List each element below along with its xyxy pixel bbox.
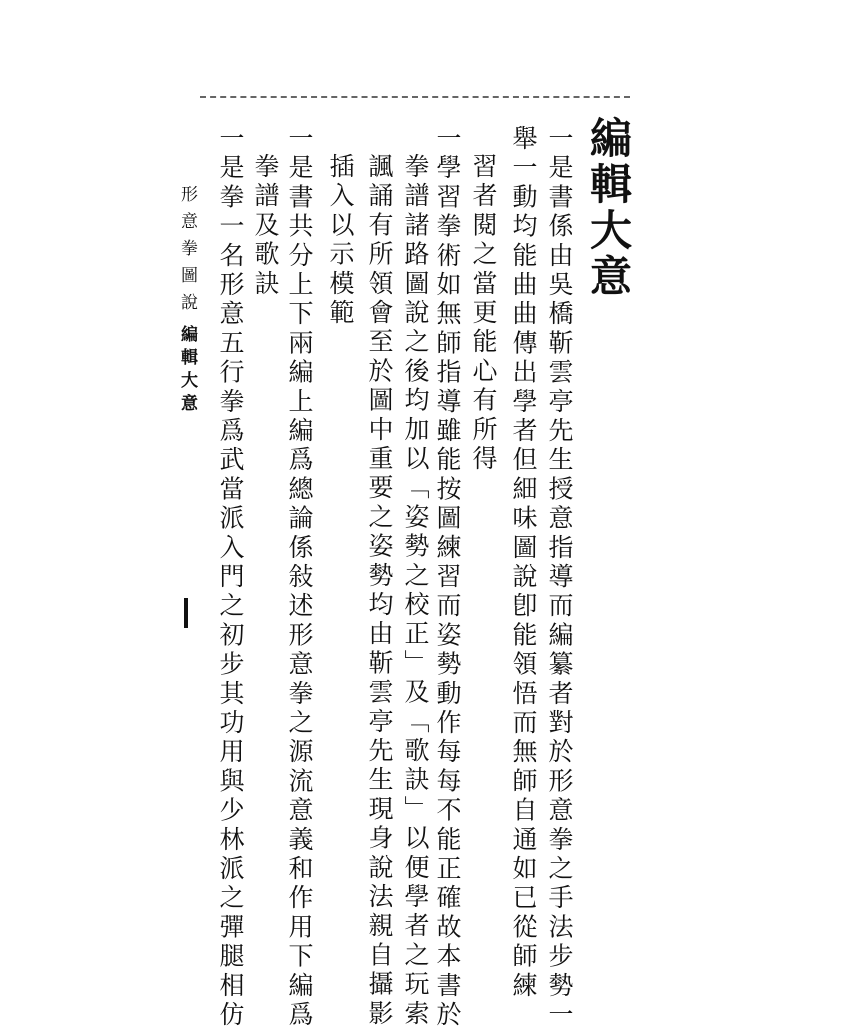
margin-section-title: 編輯大意: [177, 325, 197, 417]
text-column-6: 諷誦有所領會至於圖中重要之姿勢均由靳雲亭先生現身說法親自攝影: [365, 153, 394, 1029]
text-column-5: 拳譜諸路圖說之後均加以「姿勢之校正」及「歌訣」以便學者之玩索: [401, 153, 430, 1029]
text-column-2: 舉一動均能曲曲傳出學者但細味圖說卽能領悟而無師自通如已從師練: [509, 125, 538, 1001]
page-heading: 編輯大意: [584, 116, 633, 300]
text-column-4: 一學習拳術如無師指導雖能按圖練習而姿勢動作每每不能正確故本書於: [433, 125, 462, 1030]
text-column-8: 一是書共分上下兩編上編爲總論係敍述形意拳之源流意義和作用下編爲: [285, 125, 314, 1030]
page-number: [184, 598, 188, 628]
text-column-3: 習者閱之當更能心有所得: [469, 153, 498, 475]
top-border-rule: [200, 96, 630, 98]
page-number-text: [184, 598, 185, 599]
text-column-1: 一是書係由吳橋靳雲亭先生授意指導而編纂者對於形意拳之手法步勢一: [545, 125, 574, 1030]
text-column-9: 拳譜及歌訣: [251, 153, 280, 299]
text-column-7: 插入以示模範: [326, 153, 355, 329]
text-column-10: 一是拳一名形意五行拳爲武當派入門之初步其功用與少林派之彈腿相仿: [216, 125, 245, 1030]
margin-book-title: 形意拳圖說: [177, 185, 197, 320]
